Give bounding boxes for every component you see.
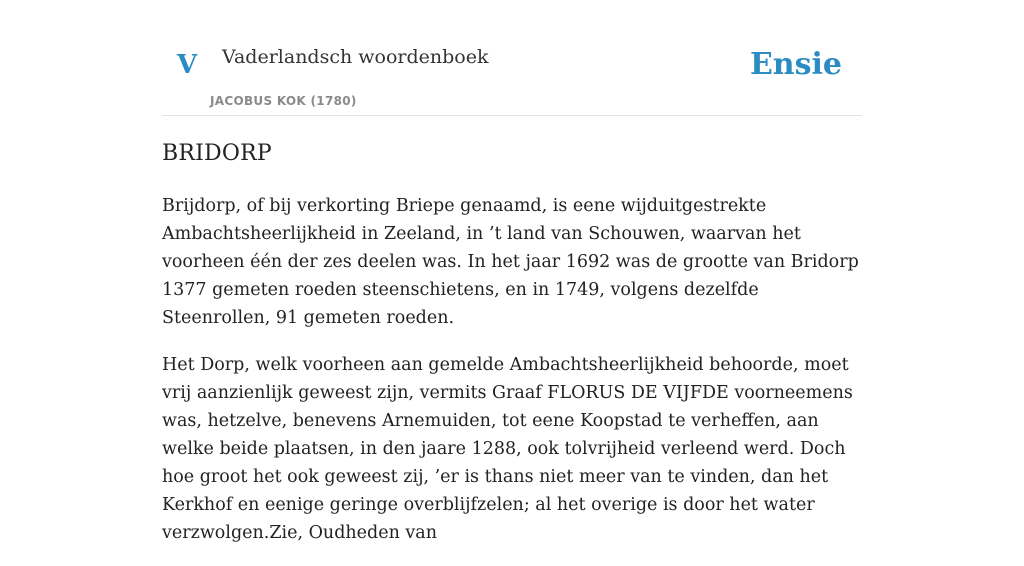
book-title-link[interactable]: Vaderlandsch woordenboek bbox=[222, 46, 489, 68]
book-header bbox=[162, 30, 862, 116]
book-letter-icon[interactable]: V bbox=[177, 50, 198, 80]
entry-body bbox=[162, 192, 862, 566]
ensie-logo[interactable]: Ensie bbox=[749, 47, 842, 82]
entry-title: BRIDORP bbox=[162, 141, 272, 166]
entry-paragraph: Brijdorp, of bij verkorting Briepe genaamd, is eene wijduitgestrekte Ambachtsheerlijkheid in Zeeland, in ’t land van Schouwen, waarvan het voorheen één der zes deelen was. In het jaar 1692 was de grootte van Bridorp 1377 gemeten roeden steenschietens, en in 1749, volgens dezelfde Steenrollen, 91 gemeten roeden. bbox=[162, 196, 859, 328]
book-author: JACOBUS KOK (1780) bbox=[210, 94, 357, 108]
entry-paragraph: Het Dorp, welk voorheen aan gemelde Ambachtsheerlijkheid behoorde, moet vrij aanzienlijk geweest zijn, vermits Graaf FLORUS DE VIJFDE voorneemens was, hetzelve, benevens Arnemuiden, tot eene Koopstad te verheffen, aan welke beide plaatsen, in den jaare 1288, ook tolvrijheid verleend werd. Doch hoe groot het ook geweest zij, ’er is thans niet meer van te vinden, dan het Kerkhof en eenige geringe overblijfzelen; al het overige is door het water verzwolgen.Zie, Oudheden van bbox=[162, 355, 853, 543]
